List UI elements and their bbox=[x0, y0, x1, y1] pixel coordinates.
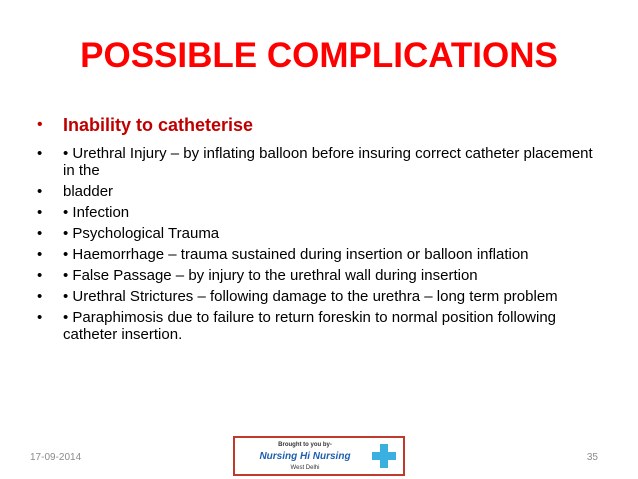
bullet-item bbox=[37, 267, 597, 284]
bullet-item bbox=[37, 145, 597, 179]
bullet-text: • Haemorrhage – trauma sustained during insertion or balloon inflation bbox=[63, 246, 529, 263]
bullet-text: • Urethral Strictures – following damage to the urethra – long term problem bbox=[63, 288, 558, 305]
bullet-marker: • bbox=[37, 116, 43, 133]
bullet-marker: • bbox=[37, 288, 43, 305]
bullet-text: • False Passage – by injury to the urethral wall during insertion bbox=[63, 267, 478, 284]
bullet-item bbox=[37, 288, 597, 305]
bullet-text: • Psychological Trauma bbox=[63, 225, 220, 242]
bullet-item bbox=[37, 246, 597, 263]
page-number: 35 bbox=[586, 452, 598, 463]
logo-top-text: Brought to you by- bbox=[278, 442, 332, 448]
plus-cross-icon bbox=[371, 443, 397, 469]
footer-date: 17-09-2014 bbox=[30, 452, 82, 463]
slide-title: POSSIBLE COMPLICATIONS bbox=[80, 36, 558, 75]
bullet-item bbox=[37, 114, 597, 136]
bullet-text: • Urethral Injury – by inflating balloon before insuring correct catheter placement in the bbox=[63, 145, 593, 179]
bullet-marker: • bbox=[37, 267, 43, 284]
bullet-marker: • bbox=[37, 225, 43, 242]
bullet-marker: • bbox=[37, 183, 43, 200]
bullet-marker: • bbox=[37, 204, 43, 221]
bullet-text: • Infection bbox=[63, 204, 130, 221]
bullet-item bbox=[37, 309, 597, 343]
bullet-item bbox=[37, 225, 597, 242]
bullet-item bbox=[37, 204, 597, 221]
bullet-text: • Paraphimosis due to failure to return foreskin to normal position following catheter insertion. bbox=[63, 309, 557, 343]
bullet-marker: • bbox=[37, 309, 43, 326]
bullet-text: bladder bbox=[63, 183, 114, 200]
bullet-item bbox=[37, 183, 597, 200]
bullet-marker: • bbox=[37, 145, 43, 162]
logo bbox=[233, 436, 405, 476]
bullet-marker: • bbox=[37, 246, 43, 263]
logo-main-text: Nursing Hi Nursing bbox=[259, 451, 351, 462]
bullet-list bbox=[37, 114, 597, 347]
logo-sub-text: West Delhi bbox=[290, 465, 320, 471]
bullet-text: Inability to catheterise bbox=[63, 115, 254, 135]
